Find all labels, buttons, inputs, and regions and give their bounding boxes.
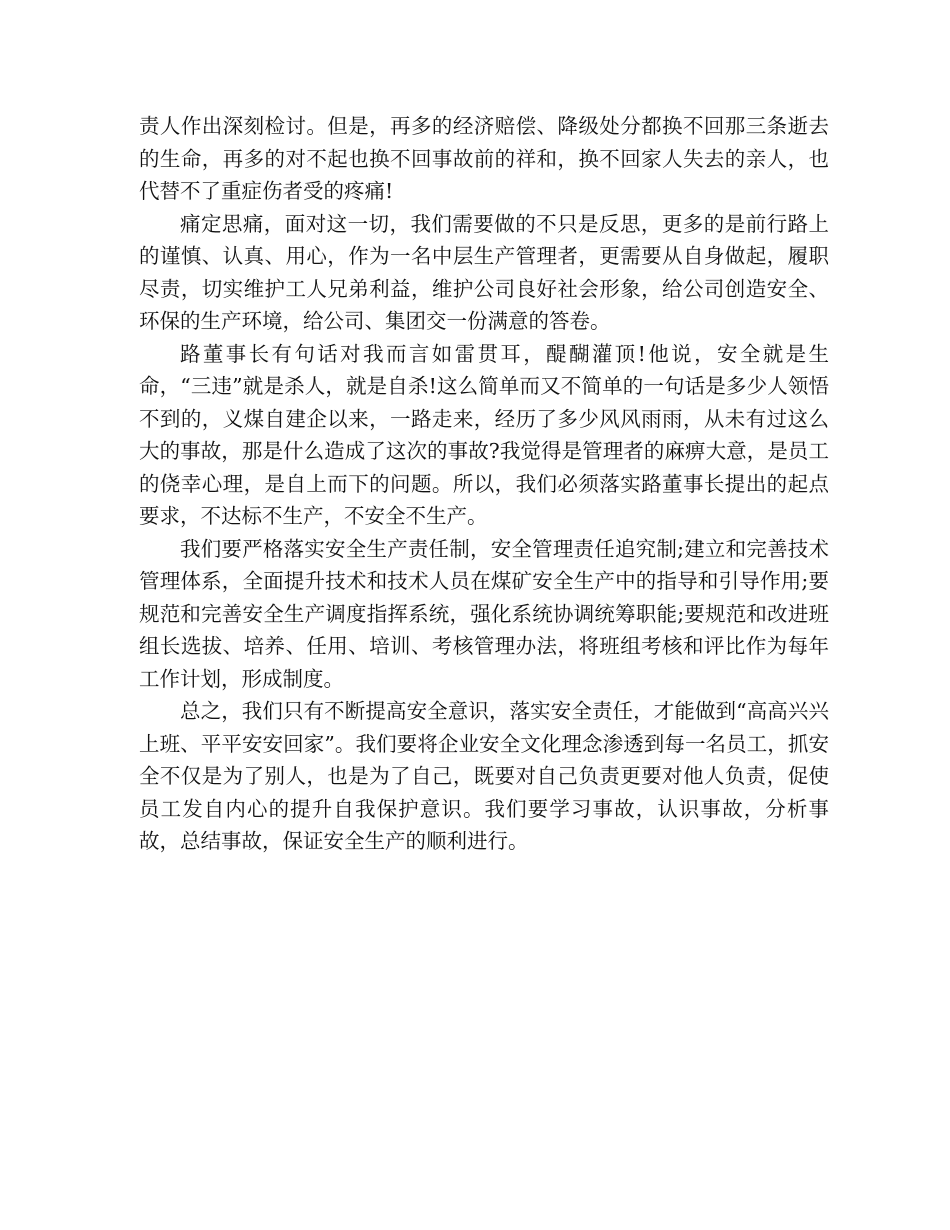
paragraph-3: 路董事长有句话对我而言如雷贯耳，醍醐灌顶!他说，安全就是生命，“三违”就是杀人，就是自杀!这么简单而又不简单的一句话是多少人领悟不到的，义煤自建企以来，一路走来，经历了多少风风雨雨，从未有过这么大的事故，那是什么造成了这次的事故?我觉得是管理者的麻痹大意，是员工的侥幸心理，是自上而下的问题。所以，我们必须落实路董事长提出的起点要求，不达标不生产，不安全不生产。 (139, 341, 829, 528)
paragraph-2: 痛定思痛，面对这一切，我们需要做的不只是反思，更多的是前行路上的谨慎、认真、用心，作为一名中层生产管理者，更需要从自身做起，履职尽责，切实维护工人兄弟利益，维护公司良好社会形象，给公司创造安全、环保的生产环境，给公司、集团交一份满意的答卷。 (139, 211, 829, 333)
paragraph-4: 我们要严格落实安全生产责任制，安全管理责任追究制;建立和完善技术管理体系，全面提升技术和技术人员在煤矿安全生产中的指导和引导作用;要规范和完善安全生产调度指挥系统，强化系统协调统筹职能;要规范和改进班组长选拔、培养、任用、培训、考核管理办法，将班组考核和评比作为每年工作计划，形成制度。 (139, 536, 829, 691)
paragraph-1: 责人作出深刻检讨。但是，再多的经济赔偿、降级处分都换不回那三条逝去的生命，再多的对不起也换不回事故前的祥和，换不回家人失去的亲人，也代替不了重症伤者受的疼痛! (139, 114, 829, 203)
document-body (139, 110, 829, 858)
paragraph-5: 总之，我们只有不断提高安全意识，落实安全责任，才能做到“高高兴兴上班、平平安安回家”。我们要将企业安全文化理念渗透到每一名员工，抓安全不仅是为了别人，也是为了自己，既要对自己负责更要对他人负责，促使员工发自内心的提升自我保护意识。我们要学习事故，认识事故，分析事故，总结事故，保证安全生产的顺利进行。 (139, 699, 829, 853)
